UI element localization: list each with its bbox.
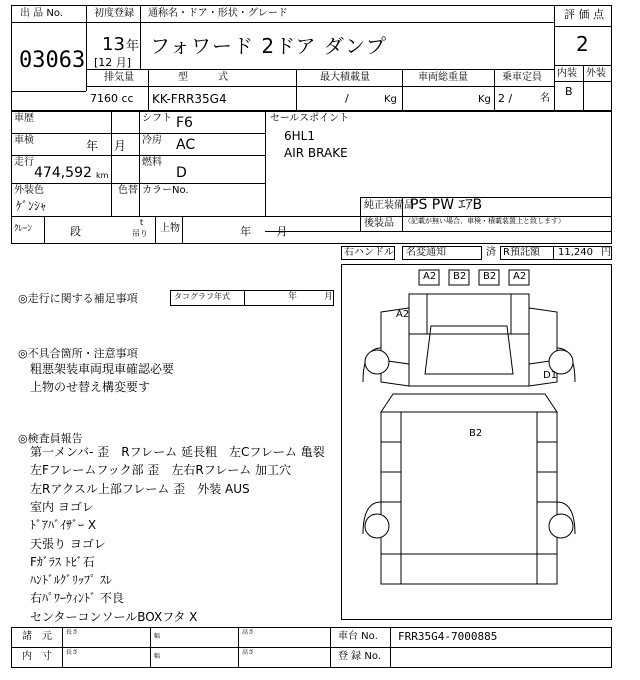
dims-length-label: 長さ [66,629,79,636]
sales-point-1: 6HL1 [284,129,315,143]
mark-b2-top-2: B2 [483,271,497,282]
mileage-value: 474,592 [34,165,92,181]
tachograph-value: 年 月 [288,292,334,302]
reg-label: 登 録 No. [338,651,381,662]
chassis-value: FRR35G4-7000885 [398,630,498,643]
year-unit: 年 [126,39,140,54]
mileage-unit: km [96,171,109,180]
exterior-label: 外装 [586,68,606,79]
max-load-label: 最大積載量 [320,72,370,83]
truck-outline-svg [341,264,612,620]
upper-date: 年 月 [240,225,288,238]
recycle-amount: 11,240 [558,247,593,258]
crane-hanging: 吊り [132,229,148,238]
mark-a2-top-left: A2 [423,271,437,282]
model-code-label: 型 式 [178,72,228,83]
crane-label: ｸﾚｰﾝ [14,224,33,234]
chassis-label: 車台 No. [338,631,378,642]
history-label: 車歴 [14,113,34,124]
mark-a2-top-right: A2 [513,271,527,282]
dims-height-label: 高さ [242,629,255,636]
lot-label: 出 品 No. [20,8,63,19]
max-load-unit: Kg [384,94,397,105]
mileage-label: 走行 [14,157,34,168]
name-change-label: 名変通知 [406,247,446,258]
year-era: 13 [102,34,125,55]
fuel-label: 燃料 [142,157,162,168]
upper-label: 上物 [160,223,180,234]
fuel-value: D [176,165,187,181]
genuine-equip-label: 純正装備品 [364,200,414,211]
tachograph-label: タコグラフ年式 [174,292,230,301]
recycle-deposit: 済 [486,247,496,258]
max-load: / [345,92,349,105]
inspector-line: 第一メンバ- 歪 Rフレーム 延長粗 左Cフレーム 亀裂 [30,445,325,459]
gross-weight-label: 車両総重量 [418,72,468,83]
crane-steps: 段 [70,225,81,238]
sales-point-2: AIR BRAKE [284,146,348,160]
inspector-line: 右ﾊﾟﾜｰｳｨﾝﾄﾞ 不良 [30,591,124,606]
interior-dims-label: 内 寸 [22,651,52,662]
inspection-value: 年 月 [86,139,126,153]
dims-label: 諸 元 [22,631,52,642]
lot-number: 03063 [19,48,86,73]
exterior-color-label: 外装色 [14,185,44,196]
mark-a2-cab: A2 [396,309,410,320]
interior-label: 内装 [557,68,577,79]
ac-value: AC [176,137,196,153]
inspector-line: 天張り ヨゴレ [30,536,106,551]
ac-label: 冷房 [142,135,162,146]
shift-value: F6 [176,115,193,131]
reg-month: [12 月] [94,56,132,69]
rating-value: 2 [576,32,589,56]
capacity-value: 2 / [498,92,513,105]
car-name: フォワード 2ドア ダンプ [150,34,388,58]
crane-tons-unit: t [140,218,144,227]
inspector-line: 左Fフレームフック部 歪 左右Rフレーム 加工穴 [30,463,292,478]
inspector-line: ﾄﾞｱﾊﾞｲｻﾞｰ X [30,518,97,533]
mark-d1: D1 [543,370,558,381]
aftermarket-note: （記載が無い場合、車検・積載装置上と致します） [404,217,565,225]
first-reg-label: 初度登録 [94,8,134,19]
gross-weight-unit: Kg [478,94,491,105]
inspector-title: ◎検査員報告 [18,432,83,445]
genuine-equip-value: PS PW ｴｱB [410,197,483,213]
inspection-label: 車検 [14,135,34,146]
defect-line-1: 粗悪架装車両現車確認必要 [30,362,175,376]
inspector-line: 左Rアクスル上部フレーム 歪 外装 AUS [30,481,250,496]
defect-title: ◎不具合箇所・注意事項 [18,347,138,360]
model-code: KK-FRR35G4 [152,92,227,106]
inspector-line: ﾊﾝﾄﾞﾙｸﾞﾘｯﾌﾟ ｽﾚ [30,573,112,588]
handle-value: 右ハンドル [344,247,394,258]
dims-width-label: 幅 [154,633,161,640]
displacement-value: 7160 cc [90,92,134,105]
recycle-label: R預託額 [503,247,540,258]
capacity-unit: 名 [540,93,550,104]
interior-height-label: 高さ [242,649,255,656]
color-change-label: 色替 [118,185,138,196]
sales-point-label: セールスポイント [270,113,350,124]
rating-label: 評 価 点 [564,8,604,21]
mark-b2-body: B2 [469,428,483,439]
exterior-color-value: ｹﾞﾝｼｬ [16,199,47,213]
capacity-label: 乗車定員 [502,72,542,83]
aftermarket-label: 後装品 [364,218,394,229]
shift-label: シフト [142,113,172,124]
displacement-label: 排気量 [104,72,134,83]
model-desc-label: 通称名・ドア・形状・グレード [148,8,288,19]
recycle-unit: 円 [601,247,611,258]
interior-width-label: 幅 [154,653,161,660]
defect-line-2: 上物のせ替え構変要す [30,380,151,394]
inspector-line: Fｶﾞﾗｽ ﾄﾋﾞ石 [30,554,95,569]
interior-length-label: 長さ [66,649,79,656]
inspector-line: 室内 ヨゴレ [30,499,94,514]
color-no-label: カラーNo. [142,185,189,196]
inspector-line: センターコンソールBOXフタ X [30,609,198,624]
supplement-title: ◎走行に関する補足事項 [18,292,138,305]
interior-value: B [565,85,573,98]
mark-b2-top-1: B2 [453,271,467,282]
